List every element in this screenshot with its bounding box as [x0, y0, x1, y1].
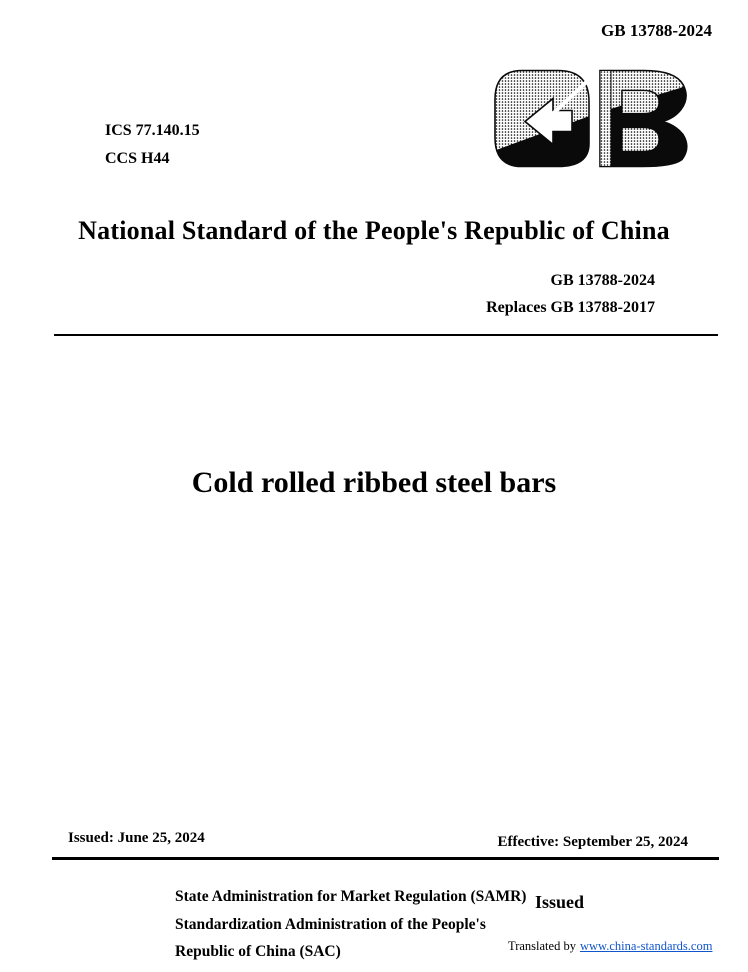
effective-date: Effective: September 25, 2024 [497, 834, 688, 850]
standard-number-block [486, 267, 655, 321]
bottom-divider-rule [52, 857, 719, 860]
issuer-line-2: Standardization Administration of the People's [175, 915, 486, 933]
issuer-line-1: State Administration for Market Regulation (SAMR) [175, 888, 527, 905]
ics-code: ICS 77.140.15 [105, 122, 200, 139]
gb-standard-logo-icon [492, 67, 695, 170]
translated-by-text: Translated by [508, 939, 576, 953]
doc-number-top: GB 13788-2024 [601, 21, 712, 40]
translated-by-line [508, 939, 712, 954]
ccs-code: CCS H44 [105, 150, 170, 167]
standard-number: GB 13788-2024 [550, 272, 655, 289]
issued-date: Issued: June 25, 2024 [68, 830, 205, 846]
national-standard-heading: National Standard of the People's Republic of China [78, 216, 670, 245]
issuer-line-3: Republic of China (SAC) [175, 943, 341, 960]
top-divider-rule [54, 334, 718, 336]
standard-title: Cold rolled ribbed steel bars [191, 466, 557, 499]
issuer-block [175, 883, 526, 966]
translator-link[interactable]: www.china-standards.com [579, 939, 713, 953]
issued-label: Issued [535, 892, 585, 912]
replaces-note: Replaces GB 13788-2017 [486, 299, 655, 316]
